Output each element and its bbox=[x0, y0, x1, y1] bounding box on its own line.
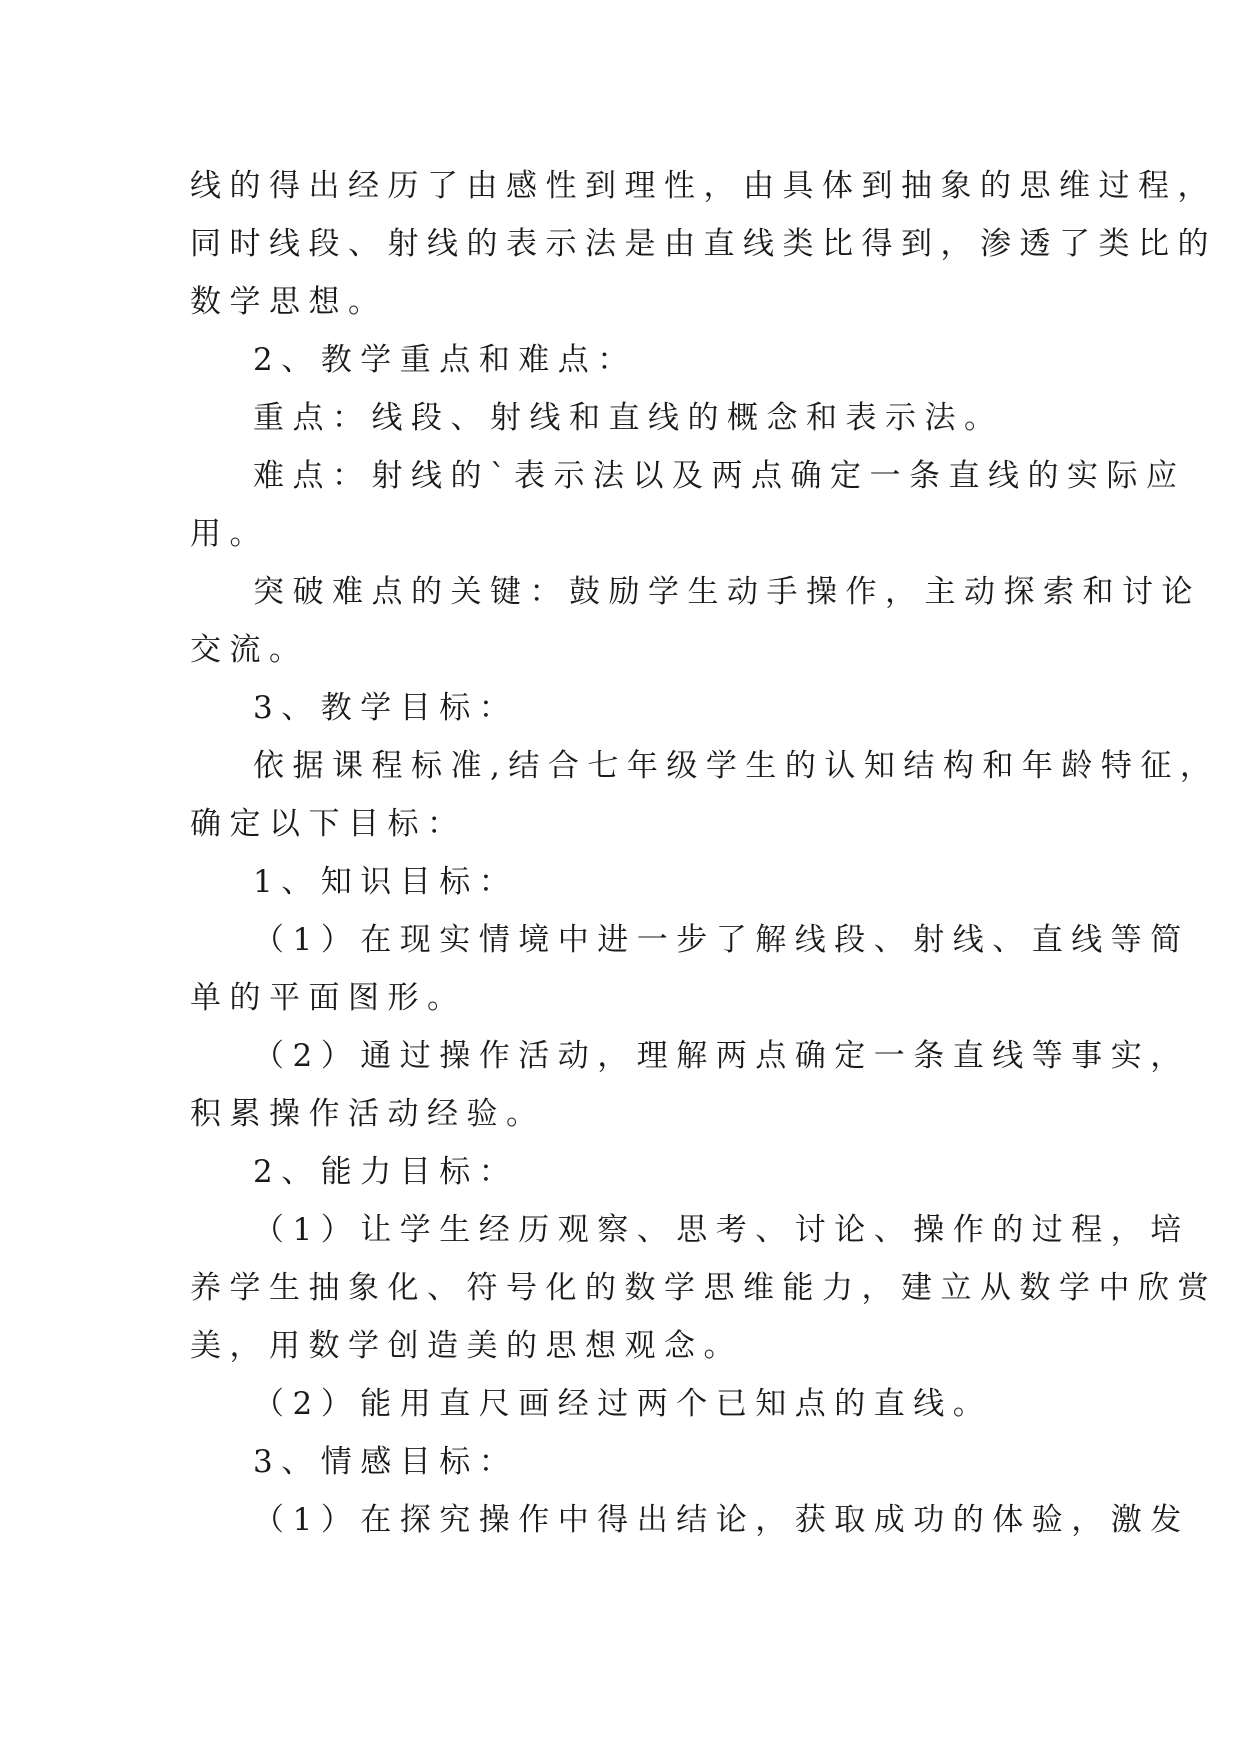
text-line: （1）在探究操作中得出结论，获取成功的体验，激发 bbox=[253, 1502, 1190, 1538]
text-line: 单的平面图形。 bbox=[190, 980, 467, 1016]
text-line: 重点：线段、射线和直线的概念和表示法。 bbox=[253, 400, 1004, 436]
text-line: （1）在现实情境中进一步了解线段、射线、直线等简 bbox=[253, 922, 1190, 958]
section-heading: 2、教学重点和难点： bbox=[253, 342, 637, 378]
text-line: 用。 bbox=[190, 516, 269, 552]
text-line: （2）通过操作活动，理解两点确定一条直线等事实， bbox=[253, 1038, 1190, 1074]
text-line: 美，用数学创造美的思想观念。 bbox=[190, 1328, 743, 1364]
text-line: 突破难点的关键：鼓励学生动手操作，主动探索和讨论 bbox=[253, 574, 1201, 610]
section-heading: 3、情感目标： bbox=[253, 1444, 519, 1480]
text-line: 确定以下目标： bbox=[190, 806, 467, 842]
section-heading: 1、知识目标： bbox=[253, 864, 519, 900]
text-line: （1）让学生经历观察、思考、讨论、操作的过程，培 bbox=[253, 1212, 1190, 1248]
text-line: 交流。 bbox=[190, 632, 309, 668]
text-line: 线的得出经历了由感性到理性，由具体到抽象的思维过程， bbox=[190, 168, 1217, 204]
text-line: 养学生抽象化、符号化的数学思维能力，建立从数学中欣赏 bbox=[190, 1270, 1217, 1306]
text-line: 依据课程标准,结合七年级学生的认知结构和年龄特征， bbox=[253, 748, 1220, 784]
text-line: 难点：射线的`表示法以及两点确定一条直线的实际应 bbox=[253, 458, 1186, 494]
section-heading: 2、能力目标： bbox=[253, 1154, 519, 1190]
section-heading: 3、教学目标： bbox=[253, 690, 519, 726]
text-line: 积累操作活动经验。 bbox=[190, 1096, 546, 1132]
text-line: 数学思想。 bbox=[190, 284, 388, 320]
text-line: 同时线段、射线的表示法是由直线类比得到，渗透了类比的 bbox=[190, 226, 1217, 262]
text-line: （2）能用直尺画经过两个已知点的直线。 bbox=[253, 1386, 993, 1422]
